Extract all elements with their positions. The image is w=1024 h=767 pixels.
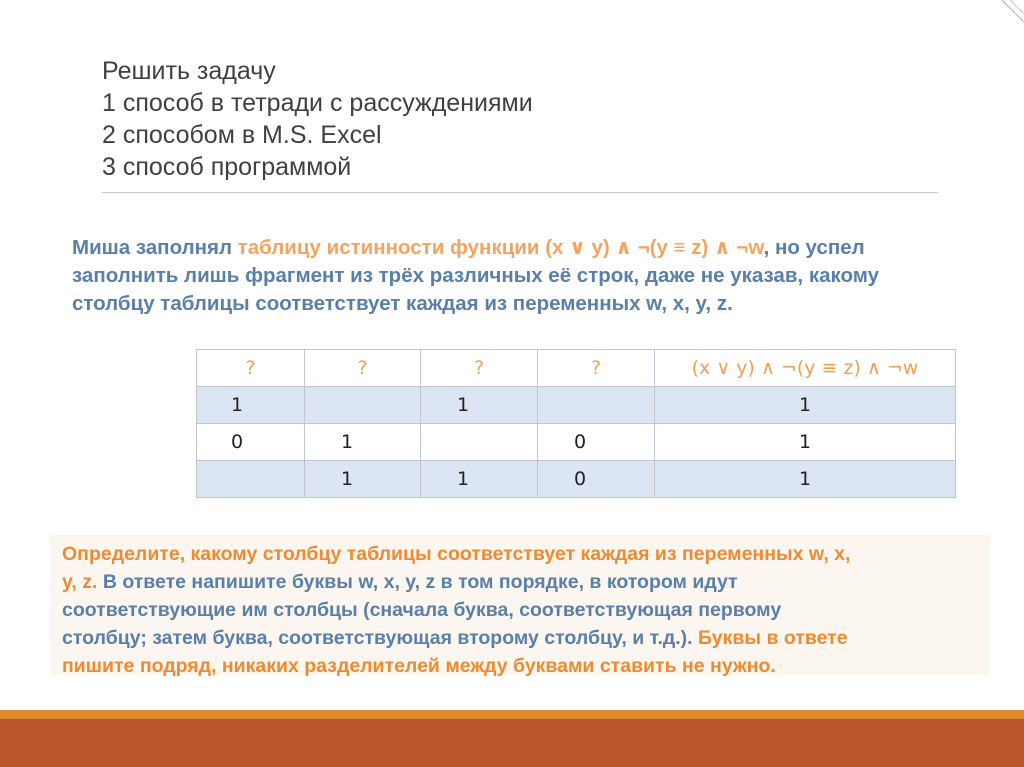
table-cell: 1 bbox=[305, 424, 421, 461]
truth-table bbox=[196, 349, 956, 498]
footer-bar bbox=[0, 719, 1024, 767]
question-statement bbox=[62, 540, 982, 680]
question-line-5: пишите подряд, никаких разделителей между буквами ставить не нужно. bbox=[62, 655, 776, 677]
question-line-3: соответствующие им столбцы (сначала буква, соответствующая первому bbox=[62, 599, 782, 621]
question-line-4 bbox=[62, 624, 982, 652]
question-highlight: y, z. bbox=[62, 571, 98, 593]
table-cell: 1 bbox=[655, 387, 956, 424]
title-divider bbox=[102, 192, 938, 193]
question-text: В ответе напишите буквы w, x, y, z в том порядке, в котором идут bbox=[97, 571, 738, 593]
table-row bbox=[197, 387, 956, 424]
slide-title bbox=[102, 55, 942, 183]
title-line-4: 3 способ программой bbox=[102, 153, 352, 181]
title-line-1: Решить задачу bbox=[102, 57, 276, 85]
header-function-cell: (x ∨ y) ∧ ¬(y ≡ z) ∧ ¬w bbox=[655, 350, 956, 387]
table-cell: 1 bbox=[655, 461, 956, 498]
question-highlight: Буквы в ответе bbox=[698, 627, 848, 649]
title-line-3: 2 способом в M.S. Excel bbox=[102, 121, 382, 149]
table-cell: 0 bbox=[197, 424, 305, 461]
header-cell: ? bbox=[538, 350, 655, 387]
table-cell bbox=[538, 387, 655, 424]
question-text: столбцу; затем буква, соответствующая второму столбцу, и т.д.). bbox=[62, 627, 699, 649]
table-cell bbox=[305, 387, 421, 424]
header-cell: ? bbox=[305, 350, 421, 387]
table-cell: 1 bbox=[655, 424, 956, 461]
table-cell: 1 bbox=[421, 387, 538, 424]
task-line-1 bbox=[72, 234, 952, 262]
table-cell: 1 bbox=[197, 387, 305, 424]
task-highlight: таблицу истинности функции (x ∨ y) ∧ ¬(y ≡ z) ∧ ¬w bbox=[237, 236, 764, 259]
header-cell: ? bbox=[197, 350, 305, 387]
question-line-1: Определите, какому столбцу таблицы соответствует каждая из переменных w, x, bbox=[62, 543, 851, 565]
table-cell: 0 bbox=[538, 461, 655, 498]
title-line-2: 1 способ в тетради с рассуждениями bbox=[102, 89, 533, 117]
task-text: , но успел bbox=[763, 236, 865, 259]
footer-stripe bbox=[0, 710, 1024, 719]
table-cell: 1 bbox=[421, 461, 538, 498]
task-statement bbox=[72, 234, 952, 318]
table-cell: 0 bbox=[538, 424, 655, 461]
table-cell bbox=[197, 461, 305, 498]
table-row bbox=[197, 461, 956, 498]
table-cell: 1 bbox=[305, 461, 421, 498]
task-text: Миша заполнял bbox=[72, 236, 238, 259]
question-line-2 bbox=[62, 568, 982, 596]
table-row bbox=[197, 424, 956, 461]
truth-table-header bbox=[197, 350, 956, 387]
corner-decoration bbox=[984, 0, 1024, 40]
header-cell: ? bbox=[421, 350, 538, 387]
task-line-3: столбцу таблицы соответствует каждая из переменных w, x, y, z. bbox=[72, 292, 733, 315]
table-cell bbox=[421, 424, 538, 461]
task-line-2: заполнить лишь фрагмент из трёх различных её строк, даже не указав, какому bbox=[72, 264, 880, 287]
